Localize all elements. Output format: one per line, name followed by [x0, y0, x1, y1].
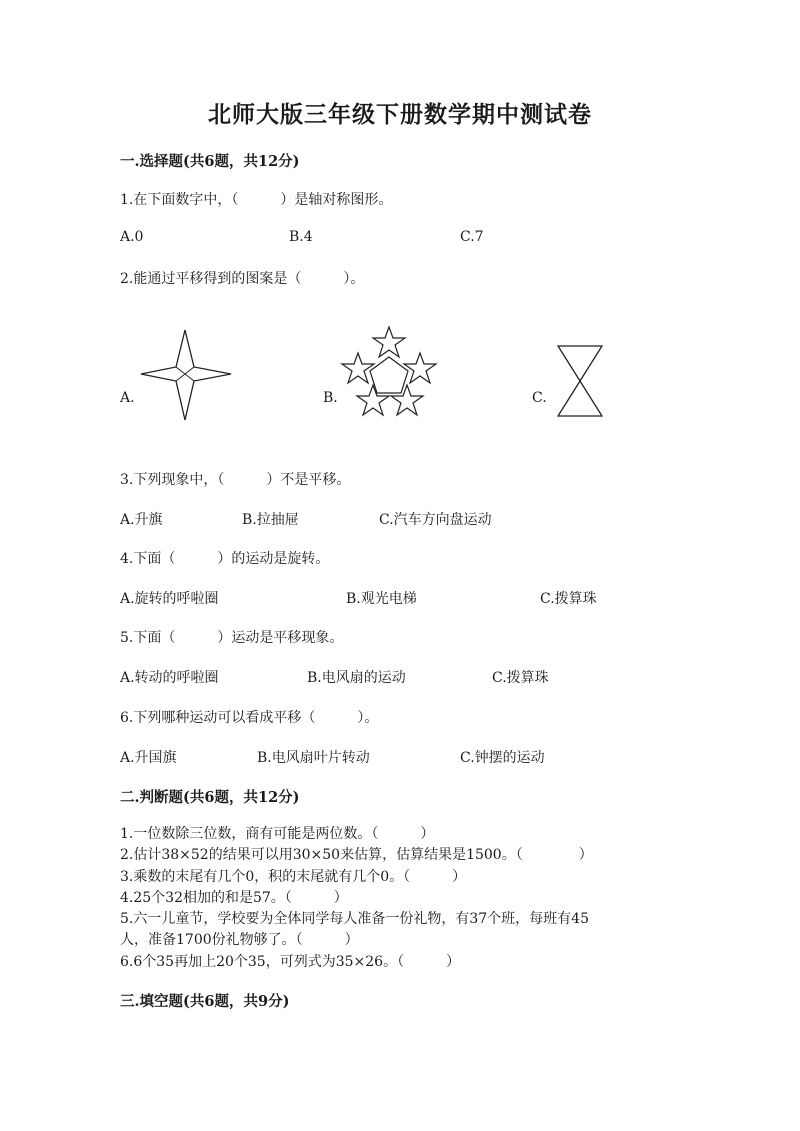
q2-option-c[interactable]: C. [532, 390, 547, 406]
q1-option-b[interactable]: B.4 [289, 229, 313, 245]
q3-option-b[interactable]: B.拉抽屉 [242, 512, 299, 528]
q6-option-b[interactable]: B.电风扇叶片转动 [257, 750, 370, 766]
section-heading-choice: 一.选择题(共6题，共12分) [120, 153, 300, 170]
question-4-text: 4.下面（ ）的运动是旋转。 [120, 551, 330, 567]
q5-option-c[interactable]: C.拨算珠 [492, 670, 549, 686]
q5-option-a[interactable]: A.转动的呼啦圈 [120, 670, 219, 686]
judge-item-5: 5.六一儿童节，学校要为全体同学每人准备一份礼物，有37个班，每班有45 [120, 911, 589, 928]
question-1-text: 1.在下面数字中，（ ）是轴对称图形。 [120, 192, 393, 208]
judge-item-4: 4.25个32相加的和是57。（ ） [120, 889, 348, 906]
judge-item-6: 6.6个35再加上20个35，可列式为35×26。（ ） [120, 953, 461, 970]
q2-option-b[interactable]: B. [323, 390, 338, 406]
q4-option-c[interactable]: C.拨算珠 [540, 591, 597, 607]
page-title: 北师大版三年级下册数学期中测试卷 [208, 101, 592, 128]
five-stars-pentagon-icon [340, 325, 440, 420]
question-6-text: 6.下列哪种运动可以看成平移（ ）。 [120, 710, 379, 726]
judge-item-5-cont: 人，准备1700份礼物够了。（ ） [120, 932, 359, 949]
q3-option-c[interactable]: C.汽车方向盘运动 [379, 512, 492, 528]
four-point-star-icon [139, 328, 234, 422]
judge-item-2: 2.估计38×52的结果可以用30×50来估算，估算结果是1500。（ ） [120, 847, 593, 864]
q1-option-a[interactable]: A.0 [120, 229, 144, 245]
section-heading-judge: 二.判断题(共6题，共12分) [120, 789, 300, 806]
q4-option-b[interactable]: B.观光电梯 [346, 591, 417, 607]
q6-option-c[interactable]: C.钟摆的运动 [460, 750, 545, 766]
q6-option-a[interactable]: A.升国旗 [120, 750, 177, 766]
judge-list [120, 824, 593, 973]
judge-item-1: 1.一位数除三位数，商有可能是两位数。（ ） [120, 826, 435, 842]
judge-item-3: 3.乘数的末尾有几个0，积的末尾就有几个0。（ ） [120, 868, 467, 885]
hourglass-triangles-icon [555, 343, 605, 419]
q1-option-c[interactable]: C.7 [460, 229, 484, 245]
question-2-text: 2.能通过平移得到的图案是（ ）。 [120, 271, 365, 287]
section-heading-fill: 三.填空题(共6题，共9分) [120, 993, 290, 1010]
q5-option-b[interactable]: B.电风扇的运动 [307, 670, 406, 686]
question-3-text: 3.下列现象中，（ ）不是平移。 [120, 472, 351, 488]
q3-option-a[interactable]: A.升旗 [120, 512, 163, 528]
q4-option-a[interactable]: A.旋转的呼啦圈 [120, 591, 219, 607]
q2-option-a[interactable]: A. [120, 390, 135, 406]
question-5-text: 5.下面（ ）运动是平移现象。 [120, 630, 344, 646]
